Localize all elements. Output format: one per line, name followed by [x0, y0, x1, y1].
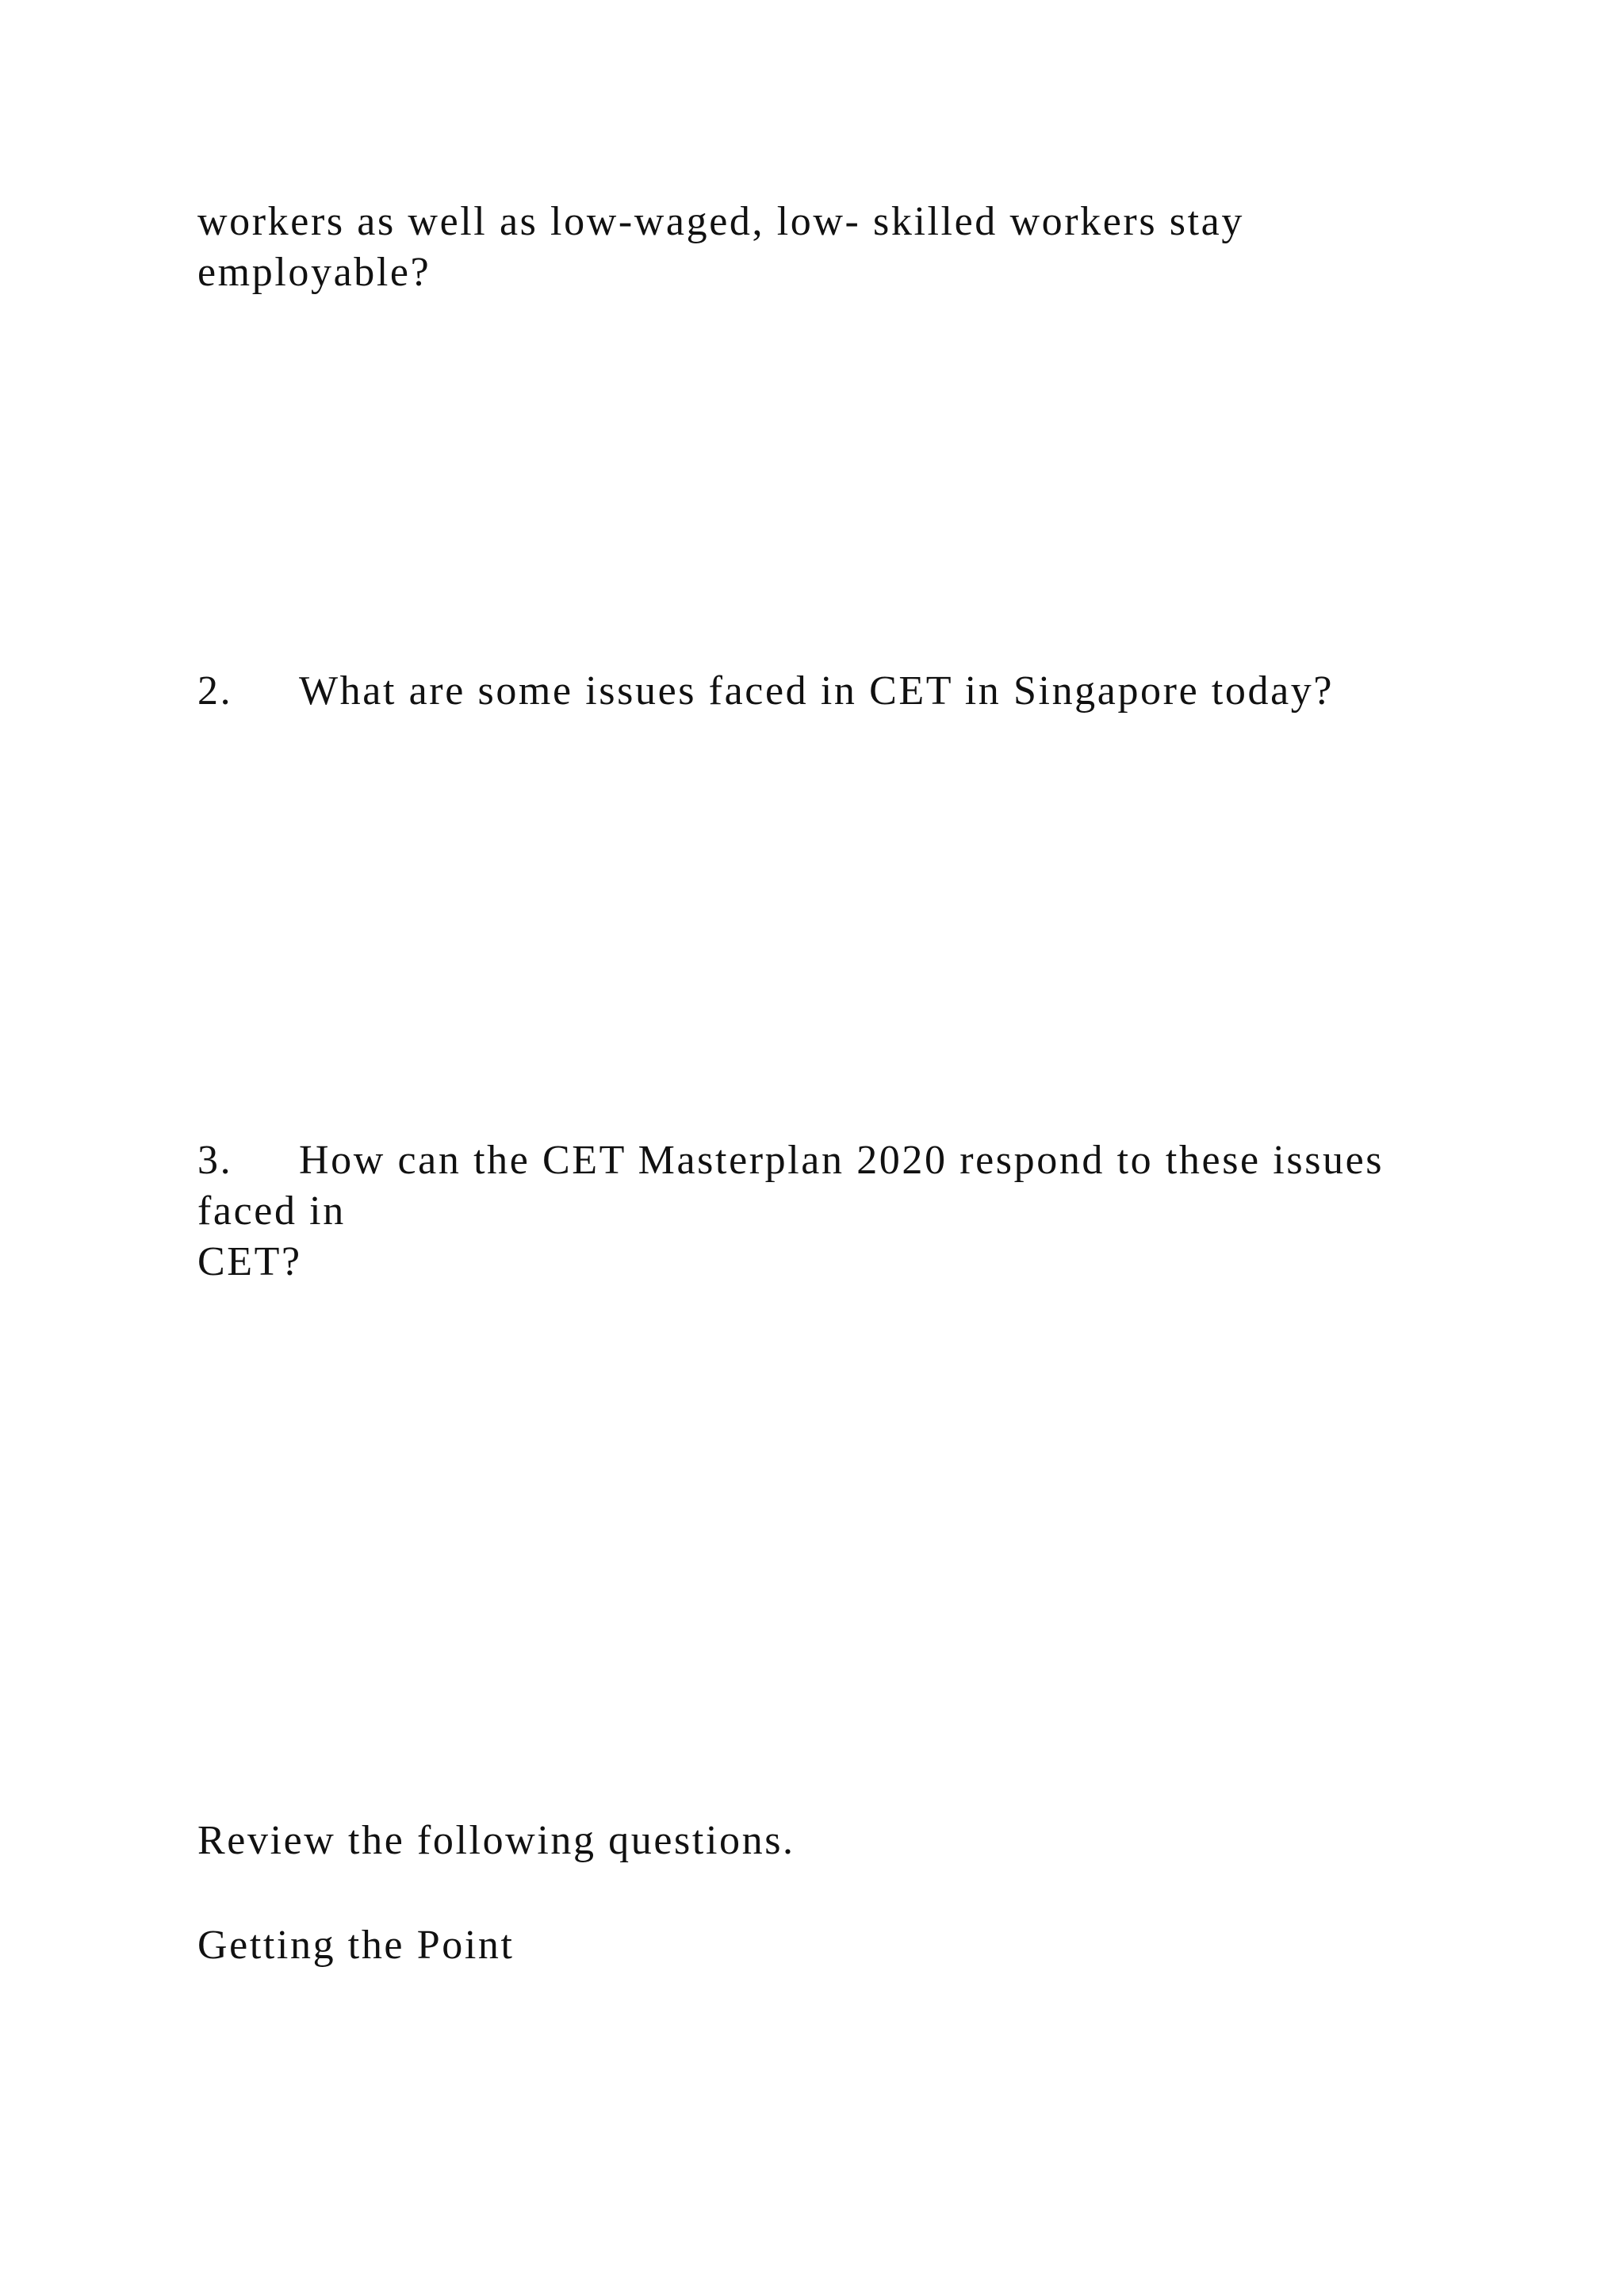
question-2	[197, 666, 1334, 717]
question-3	[197, 1135, 1384, 1186]
question-fragment-line-2: employable?	[197, 250, 431, 295]
question-2-text: What are some issues faced in CET in Singapore today?	[299, 668, 1335, 714]
question-3-number: 3.	[197, 1138, 233, 1183]
review-instruction: Review the following questions.	[197, 1818, 795, 1863]
section-heading: Getting the Point	[197, 1923, 515, 1968]
question-3-text-line-2: faced in	[197, 1188, 346, 1234]
question-fragment-line-1: workers as well as low-waged, low- skilled workers stay	[197, 199, 1244, 244]
question-3-text-line-1: How can the CET Masterplan 2020 respond to these issues	[299, 1138, 1385, 1183]
question-3-text-line-3: CET?	[197, 1239, 302, 1284]
question-2-number: 2.	[197, 668, 233, 714]
